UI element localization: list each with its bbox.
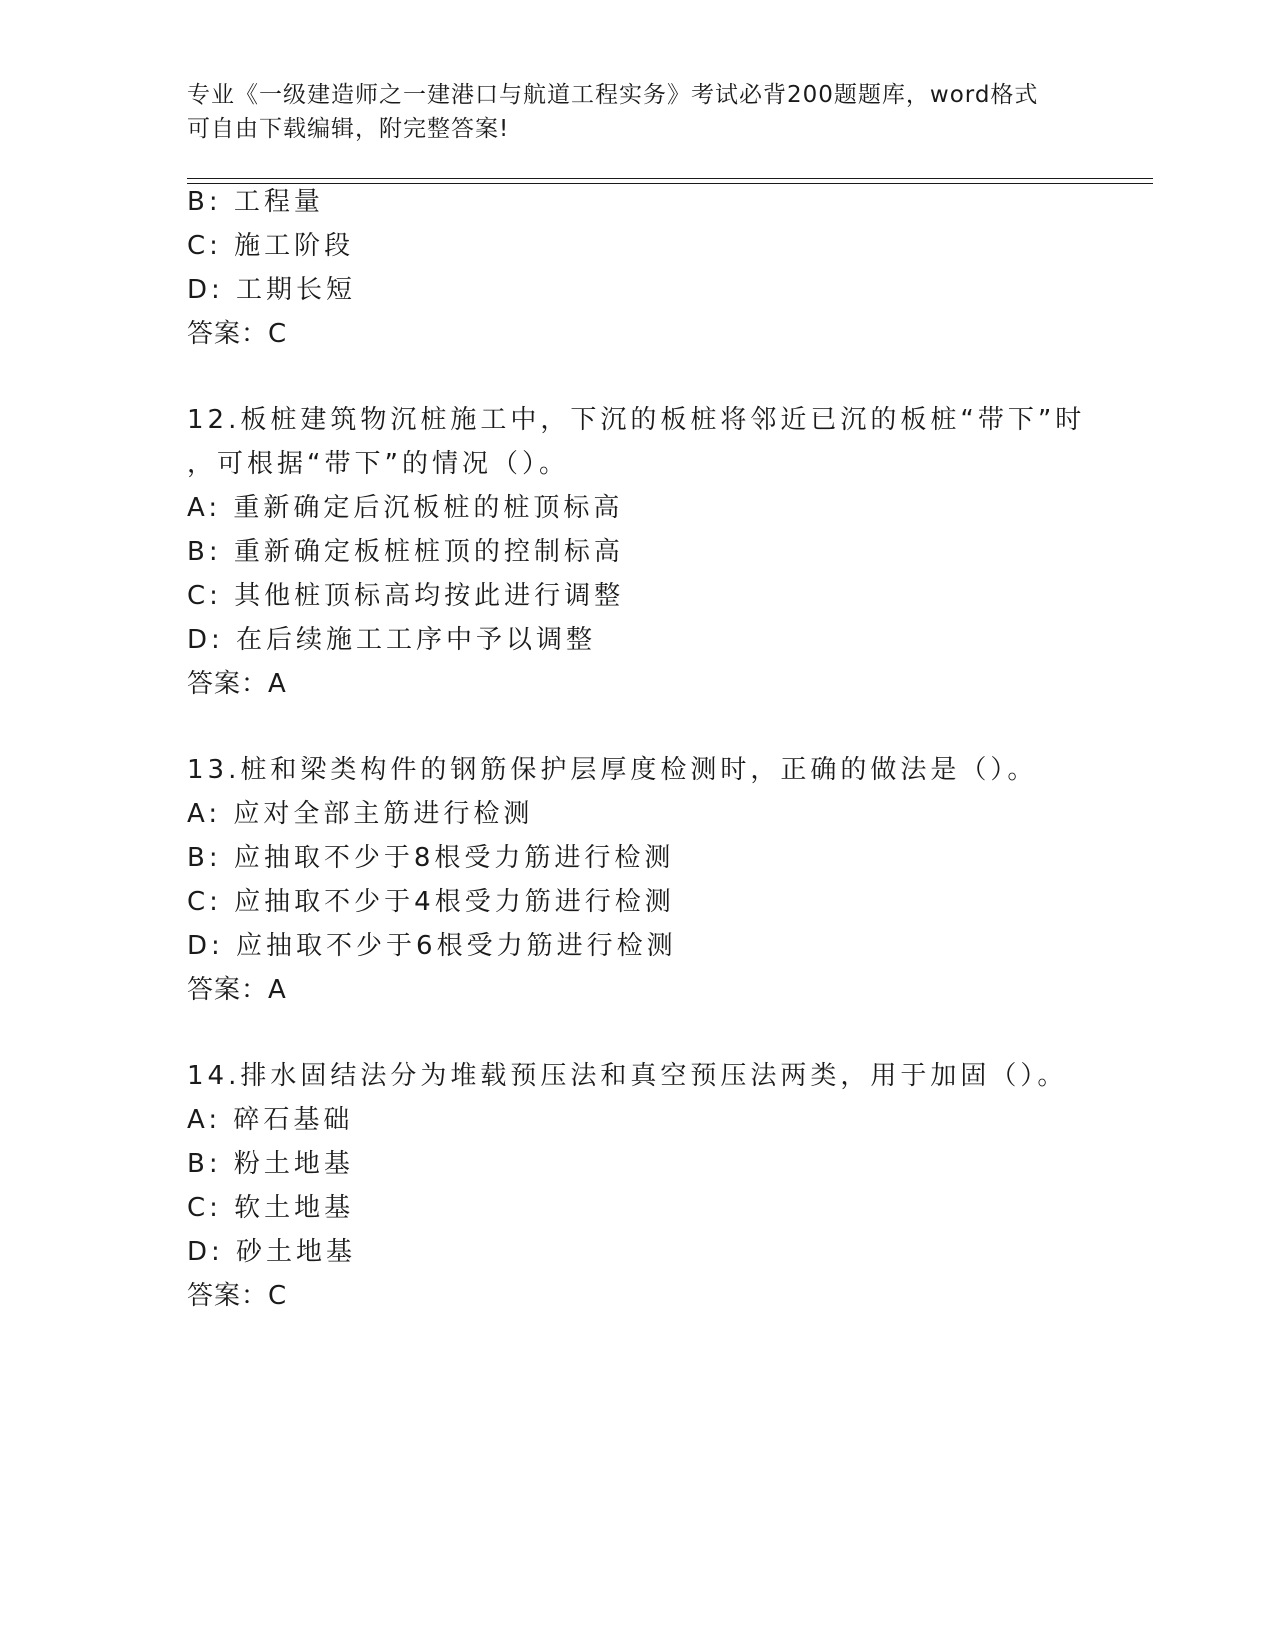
option-c: C: 软土地基	[187, 1193, 355, 1223]
option-d: D: 在后续施工工序中予以调整	[187, 625, 597, 655]
option-a: A: 应对全部主筋进行检测	[187, 799, 534, 829]
answer: 答案：C	[187, 1281, 288, 1311]
header-title-line-1: 专业《一级建造师之一建港口与航道工程实务》考试必背200题题库，word格式	[187, 82, 1039, 108]
option-d: D: 应抽取不少于6根受力筋进行检测	[187, 931, 677, 961]
question-stem: 14.排水固结法分为堆载预压法和真空预压法两类，用于加固（）。	[187, 1061, 1068, 1091]
question-stem-line-2: ，可根据“带下”的情况（）。	[187, 449, 569, 479]
question-stem-line-1: 12.板桩建筑物沉桩施工中，下沉的板桩将邻近已沉的板桩“带下”时	[187, 405, 1086, 435]
option-d: D: 砂土地基	[187, 1237, 357, 1267]
option-a: A: 碎石基础	[187, 1105, 354, 1135]
answer: 答案：A	[187, 669, 287, 699]
answer: 答案：A	[187, 975, 287, 1005]
option-d: D: 工期长短	[187, 275, 357, 305]
answer: 答案：C	[187, 319, 288, 349]
option-a: A: 重新确定后沉板桩的桩顶标高	[187, 493, 624, 523]
option-c: C: 施工阶段	[187, 231, 355, 261]
option-b: B: 重新确定板桩桩顶的控制标高	[187, 537, 624, 567]
option-c: C: 其他桩顶标高均按此进行调整	[187, 581, 625, 611]
header-divider-bottom	[187, 183, 1153, 184]
header-title-line-2: 可自由下载编辑，附完整答案!	[187, 116, 510, 142]
option-b: B: 应抽取不少于8根受力筋进行检测	[187, 843, 675, 873]
option-b: B: 粉土地基	[187, 1149, 354, 1179]
question-stem: 13.桩和梁类构件的钢筋保护层厚度检测时，正确的做法是（）。	[187, 755, 1038, 785]
option-c: C: 应抽取不少于4根受力筋进行检测	[187, 887, 675, 917]
option-b: B: 工程量	[187, 187, 324, 217]
header-divider-top	[187, 178, 1153, 179]
